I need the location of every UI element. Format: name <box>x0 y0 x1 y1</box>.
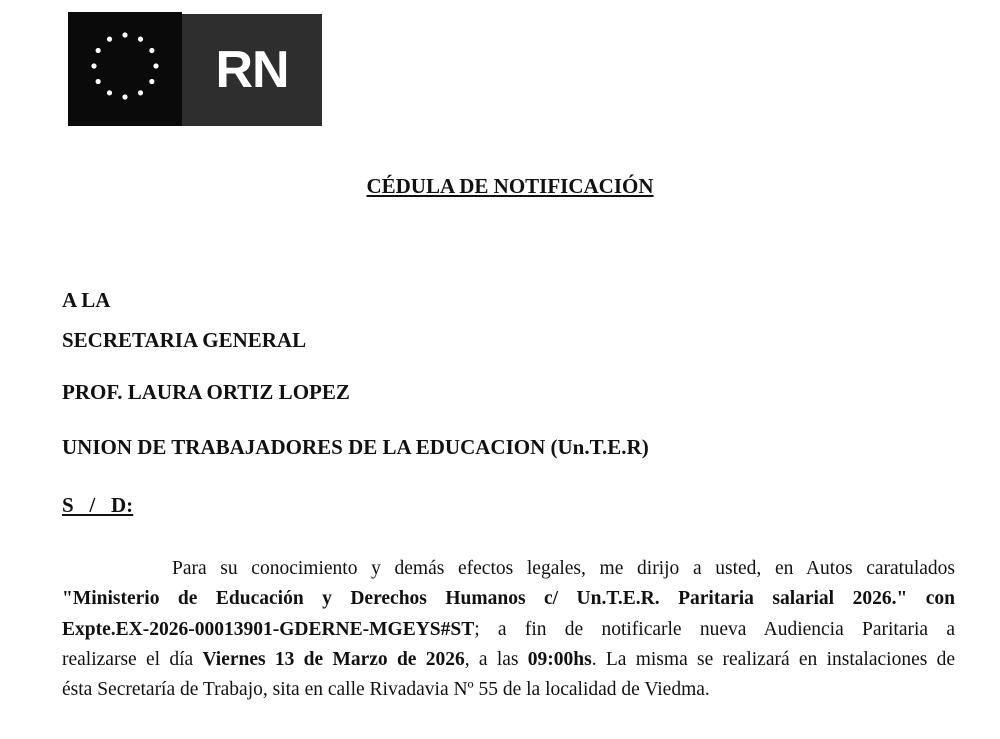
hearing-time: 09:00hs <box>527 648 592 670</box>
recipient-line-4: UNION DE TRABAJADORES DE LA EDUCACION (Un.T.E.R) <box>62 435 649 459</box>
hearing-date: Viernes 13 de Marzo de 2026 <box>202 648 465 670</box>
body-paragraph <box>62 558 955 709</box>
recipient-line-1: A LA <box>62 288 111 312</box>
text-segment: , a las <box>464 648 528 670</box>
paragraph-line: "Ministerio de Educación y Derechos Humanos c/ Un.T.E.R. Paritaria salarial 2026." con <box>62 588 955 610</box>
star-icon <box>149 79 154 84</box>
recipient-line-3: PROF. LAURA ORTIZ LOPEZ <box>62 380 350 404</box>
expediente-number: Expte.EX-2026-00013901-GDERNE-MGEYS#ST <box>62 618 475 640</box>
text-segment: ; a fin de notificarle nueva Audiencia Paritaria a <box>474 618 955 640</box>
paragraph-line: ésta Secretaría de Trabajo, sita en calle Rivadavia Nº 55 de la localidad de Viedma. <box>62 679 710 701</box>
star-icon <box>153 63 158 68</box>
paragraph-line <box>62 619 955 649</box>
paragraph-line: Para su conocimiento y demás efectos legales, me dirijo a usted, en Autos caratulados <box>172 558 955 579</box>
recipient-line-2: SECRETARIA GENERAL <box>62 328 307 352</box>
document-title: CÉDULA DE NOTIFICACIÓN <box>366 174 654 198</box>
star-icon <box>96 79 101 84</box>
star-icon <box>122 94 127 99</box>
star-icon <box>107 37 112 42</box>
text-segment: realizarse el día <box>62 648 203 670</box>
star-icon <box>96 48 101 53</box>
salutation-sd: S / D: <box>62 493 134 517</box>
star-icon <box>122 32 127 37</box>
star-icon <box>149 48 154 53</box>
paragraph-line <box>62 649 955 679</box>
logo-text: RN <box>182 14 322 126</box>
star-icon <box>138 37 143 42</box>
star-icon <box>107 90 112 95</box>
text-segment: . La misma se realizará en instalaciones de <box>591 648 955 670</box>
star-icon <box>138 90 143 95</box>
rio-negro-logo <box>68 12 322 126</box>
stars-flag-icon <box>68 12 182 126</box>
star-icon <box>91 63 96 68</box>
